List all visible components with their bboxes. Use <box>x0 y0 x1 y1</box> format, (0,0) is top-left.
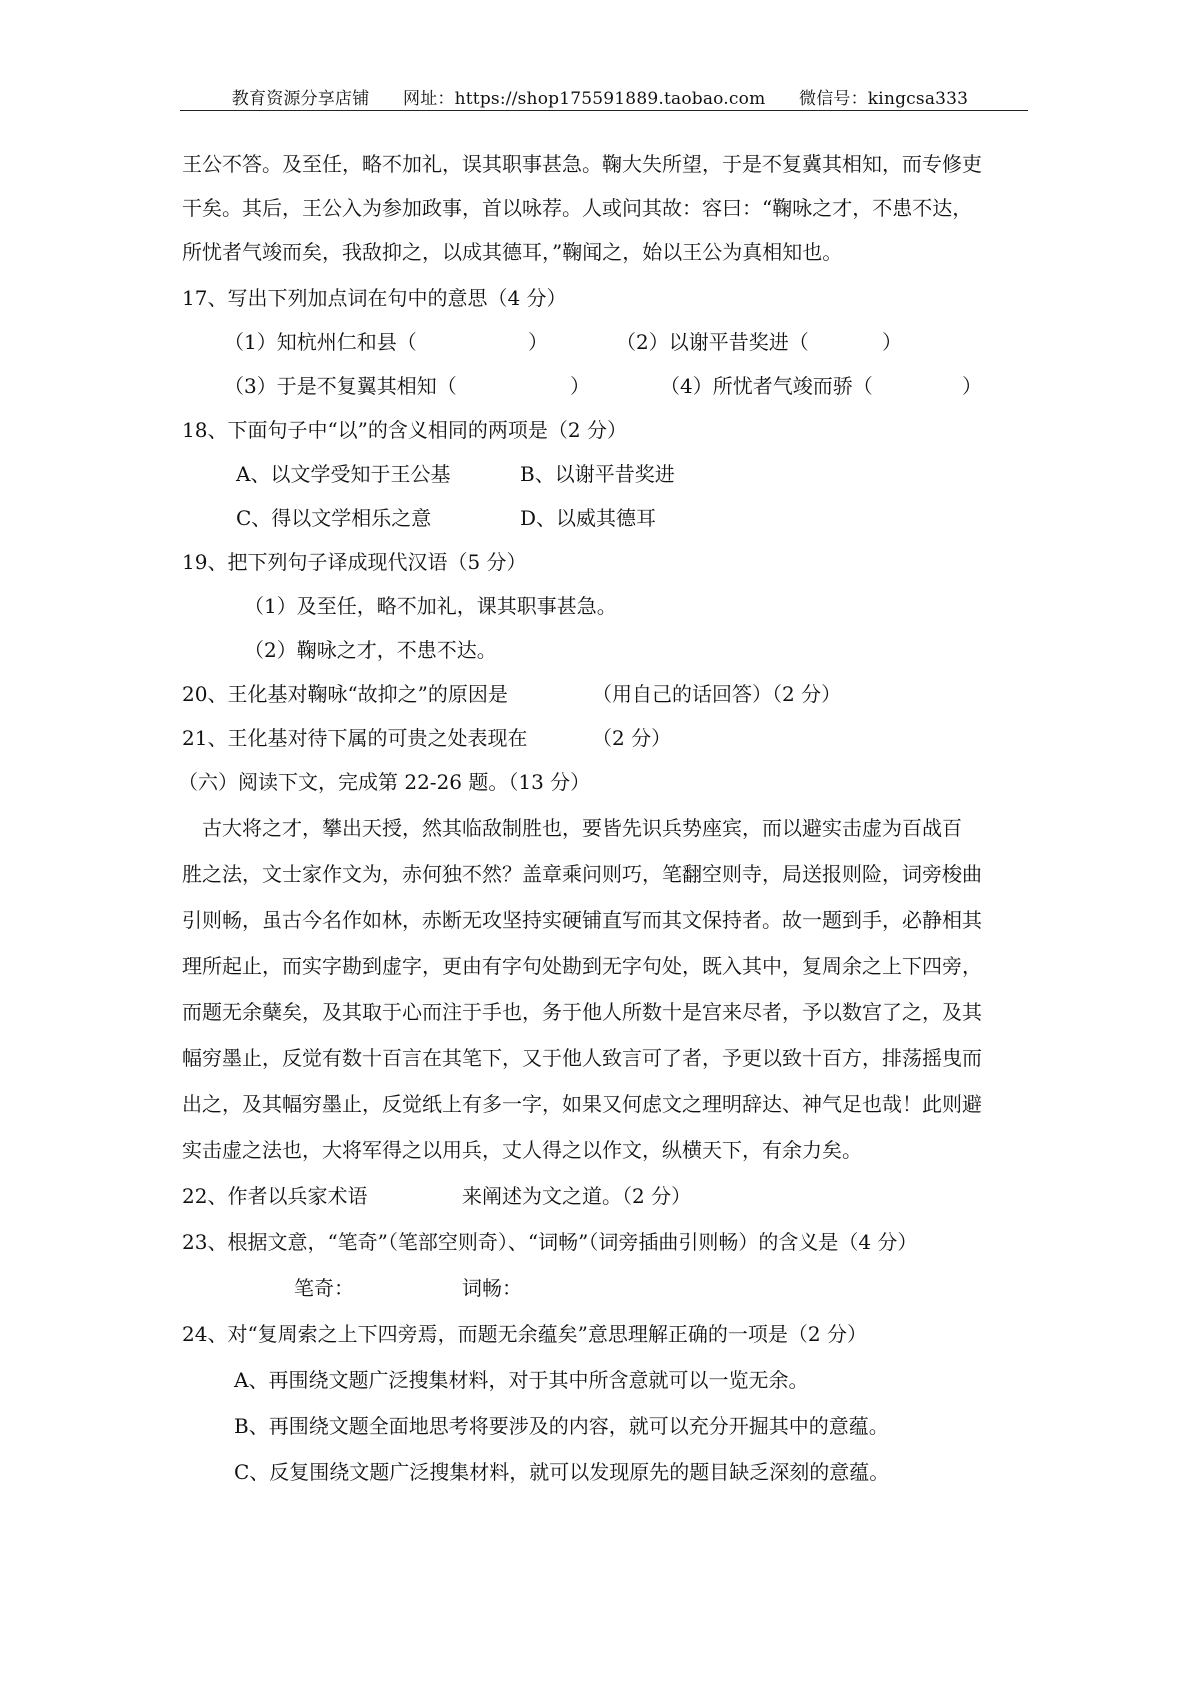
q17-item-4-close: ） <box>962 374 982 398</box>
header-rule <box>180 110 1028 111</box>
q24-option-c: C、反复围绕文题广泛搜集材料，就可以发现原先的题目缺乏深刻的意蕴。 <box>234 1460 890 1484</box>
q17-item-1: （1）知杭州仁和县（ <box>224 330 417 354</box>
q20-right: （用自己的话回答）（2 分） <box>592 682 842 706</box>
q22-right: 来阐述为文之道。（2 分） <box>462 1184 692 1208</box>
q21-right: （2 分） <box>592 726 672 750</box>
passage2-line-8: 实击虚之法也，大将军得之以用兵，丈人得之以作文，纵横天下，有余力矣。 <box>182 1138 862 1162</box>
q24-option-b: B、再围绕文题全面地思考将要涉及的内容，就可以充分开掘其中的意蕴。 <box>234 1414 889 1438</box>
q18-stem: 18、下面句子中“以”的含义相同的两项是（2 分） <box>182 418 627 442</box>
q23-stem: 23、根据文意，“笔奇”（笔部空则奇）、“词畅”（词旁插曲引则畅）的含义是（4 分） <box>182 1230 918 1254</box>
section6-heading: （六）阅读下文，完成第 22-26 题。（13 分） <box>178 770 591 794</box>
q24-option-a: A、再围绕文题广泛搜集材料，对于其中所含意就可以一览无余。 <box>234 1368 809 1392</box>
passage2-line-1: 古大将之才，攀出天授，然其临敌制胜也，要皆先识兵势座宾，而以避实击虚为百战百 <box>202 816 962 840</box>
passage2-line-2: 胜之法，文士家作文为，赤何独不然？盖章乘问则巧，笔翻空则寺，局送报则险，词旁梭曲 <box>182 862 982 886</box>
passage2-line-3: 引则畅，虽古今名作如林，赤断无攻坚持实硬铺直写而其文保持者。故一题到手，必静相其 <box>182 908 982 932</box>
q19-stem: 19、把下列句子译成现代汉语（5 分） <box>182 550 527 574</box>
passage1-line-2: 干矣。其后，王公入为参加政事，首以咏荐。人或问其故：容曰：“鞠咏之才，不患不达， <box>182 196 973 220</box>
q19-item-1: （1）及至任，略不加礼，课其职事甚急。 <box>244 594 617 618</box>
header-url: 网址：https://shop175591889.taobao.com <box>403 89 766 109</box>
q24-stem: 24、对“复周索之上下四旁焉，而题无余蕴矣”意思理解正确的一项是（2 分） <box>182 1322 867 1346</box>
q17-item-1-close: ） <box>528 330 548 354</box>
q23-answer-cichang: 词畅： <box>462 1276 522 1300</box>
q17-item-3-close: ） <box>570 374 590 398</box>
header-shop: 教育资源分享店铺 <box>231 89 370 109</box>
passage1-line-1: 王公不答。及至任，略不加礼，误其职事甚急。鞠大失所望，于是不复冀其相知，而专修吏 <box>182 152 982 176</box>
q17-item-3: （3）于是不复翼其相知（ <box>224 374 457 398</box>
q17-item-4: （4）所忧者气竣而骄（ <box>660 374 873 398</box>
header-wechat: 微信号：kingcsa333 <box>799 89 969 109</box>
passage2-line-4: 理所起止，而实字勘到虚字，更由有字句处勘到无字句处，既入其中，复周余之上下四旁， <box>182 954 982 978</box>
q19-item-2: （2）鞠咏之才，不患不达。 <box>244 638 497 662</box>
q22-left: 22、作者以兵家术语 <box>182 1184 368 1208</box>
q20-left: 20、王化基对鞠咏“故抑之”的原因是 <box>182 682 508 706</box>
q17-stem: 17、写出下列加点词在句中的意思（4 分） <box>182 286 567 310</box>
q18-option-c: C、得以文学相乐之意 <box>236 506 432 530</box>
q17-item-2: （2）以谢平昔奖进（ <box>616 330 809 354</box>
q18-option-d: D、以威其德耳 <box>520 506 657 530</box>
q17-item-2-close: ） <box>882 330 902 354</box>
q21-left: 21、王化基对待下属的可贵之处表现在 <box>182 726 528 750</box>
passage1-line-3: 所忧者气竣而矣，我敌抑之，以成其德耳，”鞠闻之，始以王公为真相知也。 <box>182 240 843 264</box>
q18-option-a: A、以文学受知于王公基 <box>236 462 451 486</box>
page-header <box>0 84 1200 109</box>
passage2-line-6: 幅穷墨止，反觉有数十百言在其笔下，又于他人致言可了者，予更以致十百方，排荡摇曳而 <box>182 1046 982 1070</box>
passage2-line-7: 出之，及其幅穷墨止，反觉纸上有多一字，如果又何虑文之理明辞达、神气足也哉！此则避 <box>182 1092 982 1116</box>
q18-option-b: B、以谢平昔奖进 <box>520 462 675 486</box>
passage2-line-5: 而题无余蘖矣，及其取于心而注于手也，务于他人所数十是宫来尽者，予以数宫了之，及其 <box>182 1000 982 1024</box>
q23-answer-biqi: 笔奇： <box>294 1276 354 1300</box>
